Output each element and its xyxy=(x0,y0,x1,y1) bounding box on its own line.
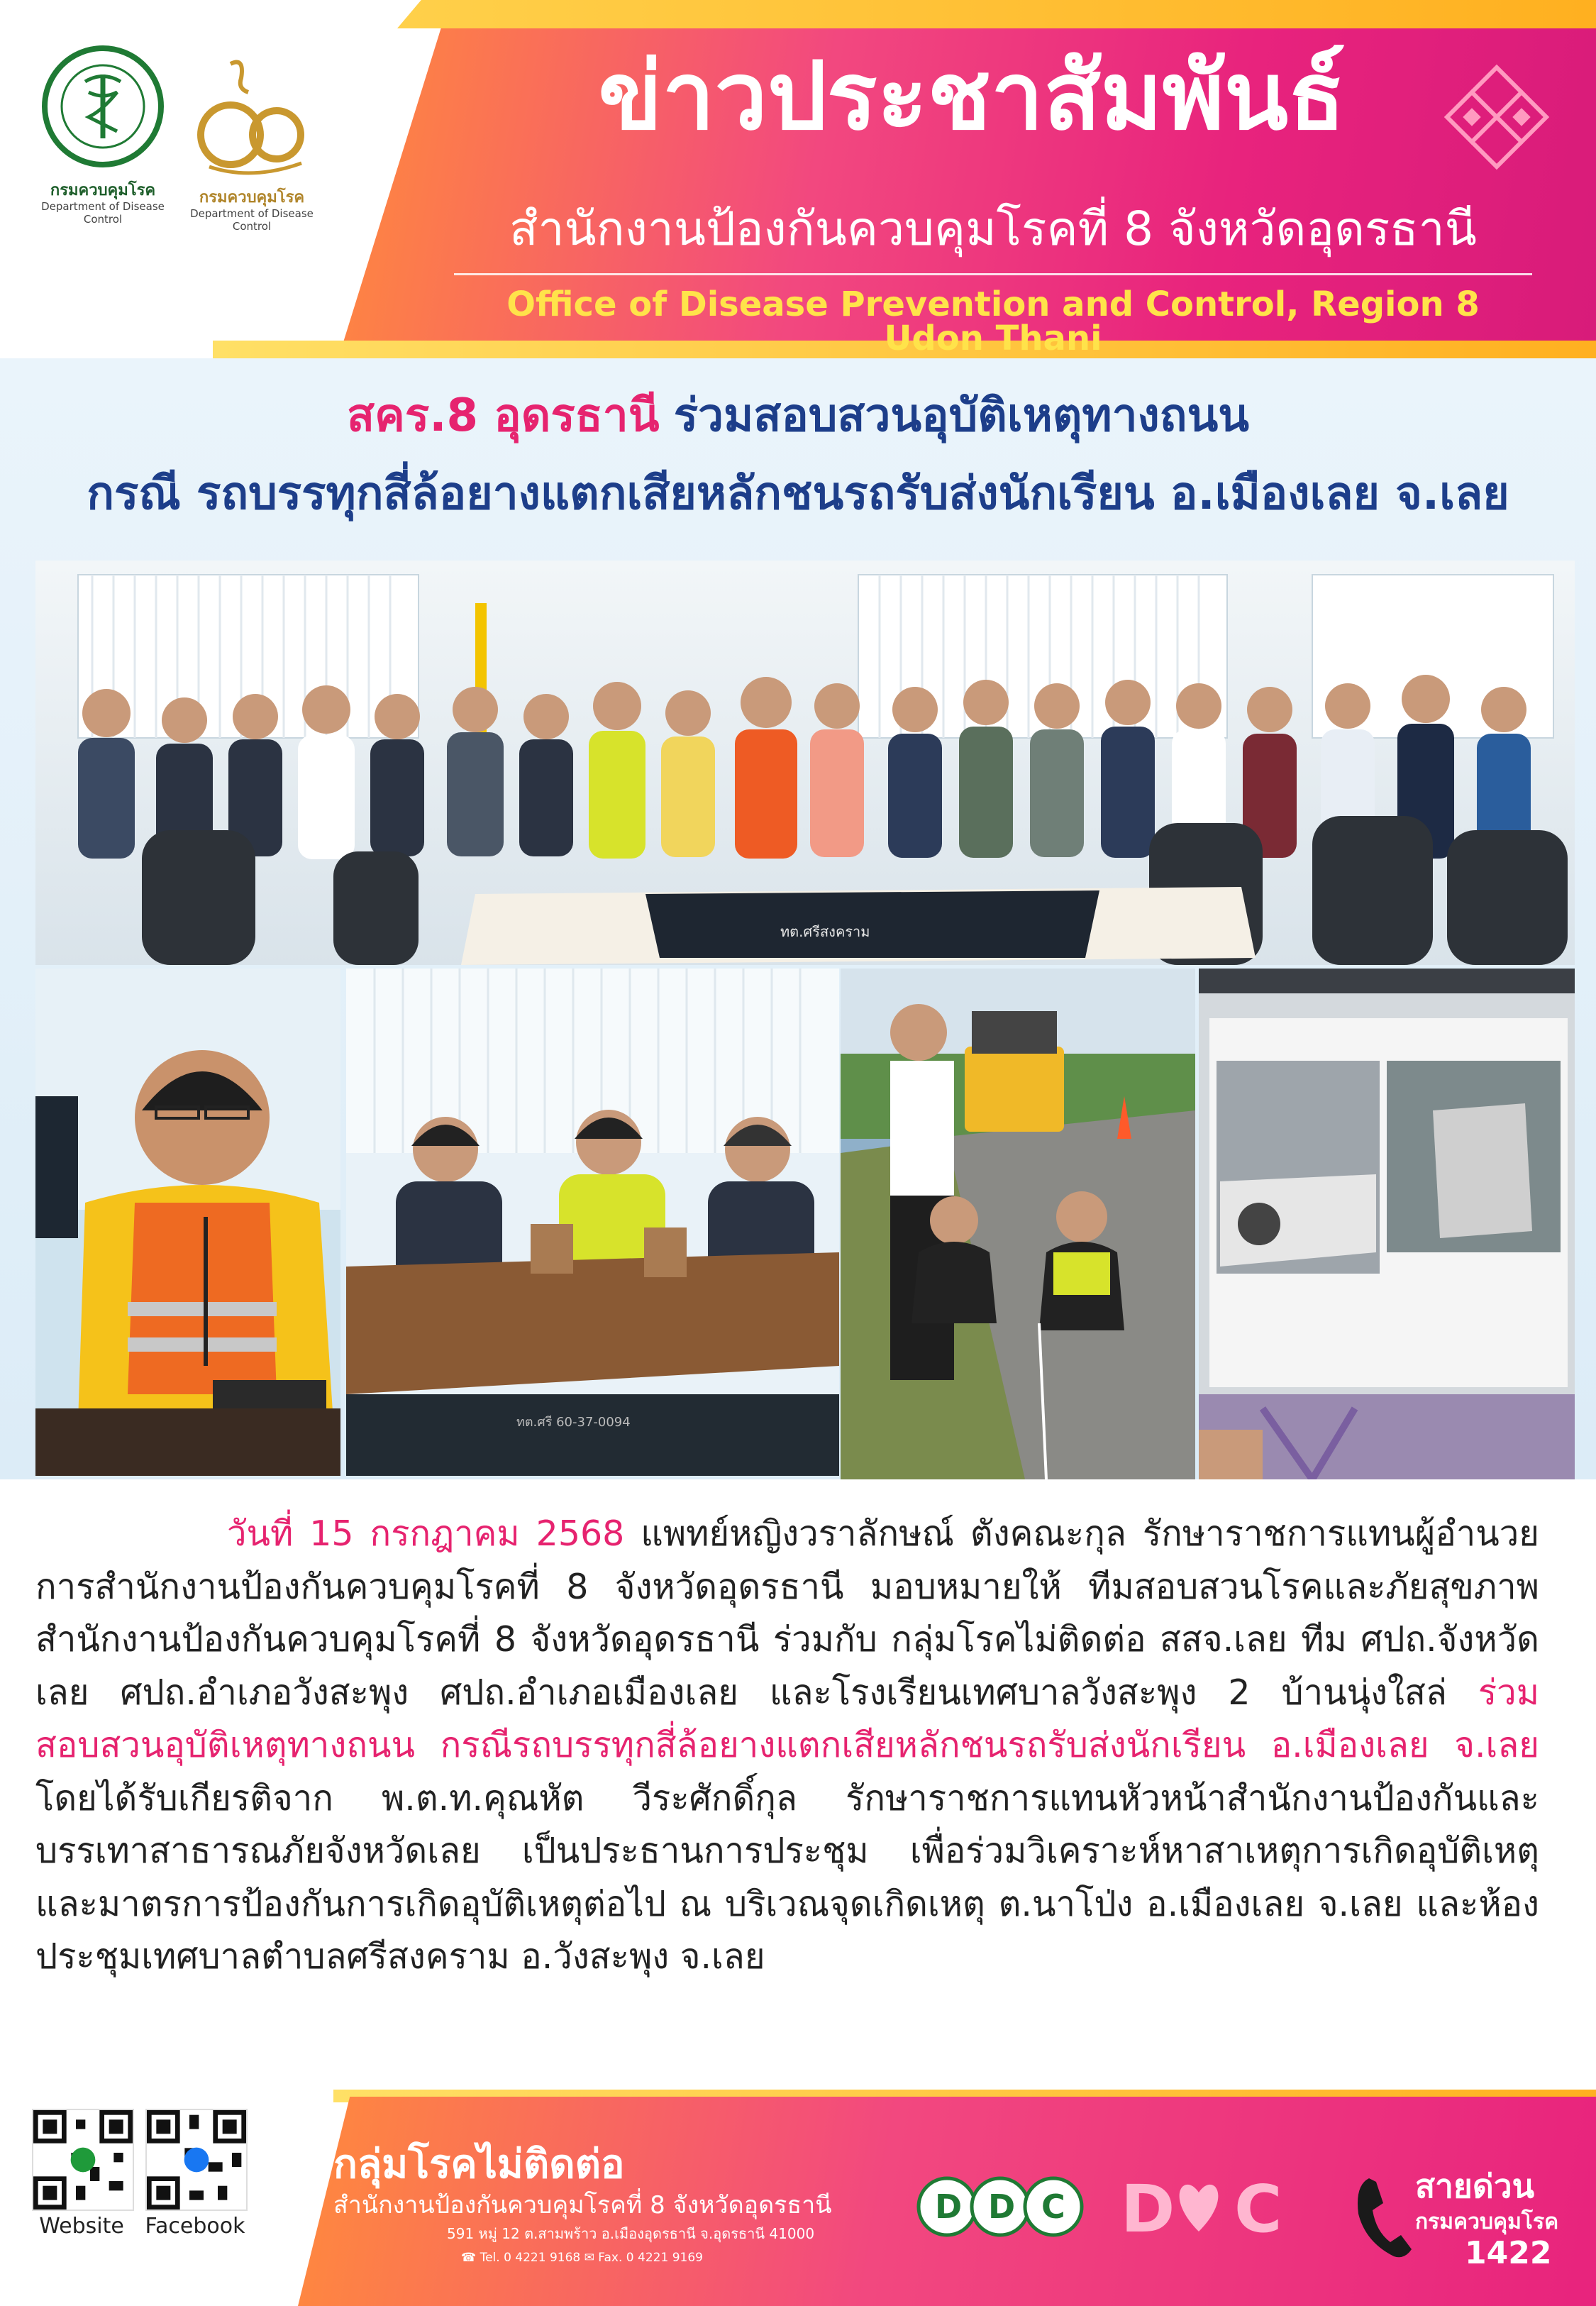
phone-handset-icon xyxy=(1351,2171,1415,2263)
logo1-caption: กรมควบคุมโรค xyxy=(50,182,156,199)
header-title: ข่าวประชาสัมพันธ์ xyxy=(598,42,1346,151)
footer-tel: Tel. 0 4221 9168 xyxy=(480,2251,581,2265)
svg-text:D: D xyxy=(988,2188,1016,2226)
fax-icon: ✉ xyxy=(584,2251,599,2265)
header-subtitle-en: Office of Disease Prevention and Control, Region 8 Udon Thani xyxy=(506,285,1480,358)
thai-pattern-decoration xyxy=(1419,64,1575,170)
hotline-label: สายด่วน xyxy=(1415,2167,1535,2205)
header-subtitle-th: สำนักงานป้องกันควบคุมโรคที่ 8 จังหวัดอุดรธานี xyxy=(509,202,1477,256)
headline-line2: กรณี รถบรรทุกสี่ล้อยางแตกเสียหลักชนรถรับส่งนักเรียน อ.เมืองเลย จ.เลย xyxy=(87,468,1509,520)
headline-org: สคร.8 อุดรธานี xyxy=(346,390,660,442)
news-date: วันที่ 15 กรกฎาคม 2568 xyxy=(227,1513,625,1554)
header-divider xyxy=(454,273,1532,275)
photo-accident-site xyxy=(841,969,1195,1479)
logo2-caption: กรมควบคุมโรค xyxy=(199,189,305,206)
news-highlight: ร่วมสอบสวนอุบัติเหตุทางถนน กรณีรถบรรทุกสี่ล้อยางแตกเสียหลักชนรถรับส่งนักเรียน อ.เมืองเลย จ.เลย xyxy=(35,1672,1539,1765)
ministry-logo xyxy=(35,43,170,226)
banner-top-strip xyxy=(397,0,1596,28)
footer-address: 591 หมู่ 12 ต.สามพร้าว อ.เมืองอุดรธานี จ.อุดรธานี 41000 xyxy=(447,2225,815,2242)
logo2-caption-en: Department of Disease Control xyxy=(190,207,314,233)
room-sign: ทต.ศรีสงคราม xyxy=(780,923,870,940)
doc-logo xyxy=(1121,2171,1312,2278)
anniversary-logo xyxy=(188,50,316,233)
news-body-part1: แพทย์หญิงวราลักษณ์ ตังคณะกุล รักษาราชการแทนผู้อำนวยการสำนักงานป้องกันควบคุมโรคที่ 8 จังหวัดอุดรธานี มอบหมายให้ ทีมสอบสวนโรคและภัยสุขภาพสำนักงานป้องกันควบคุมโรคที่ 8 จังหวัดอุดรธานี ร่วมกับ กลุ่มโรคไม่ติดต่อ สสจ.เลย ทีม ศปถ.จังหวัดเลย ศปถ.อำเภอวังสะพุง ศปถ.อำเภอเมืองเลย และโรงเรียนเทศบาลวังสะพุง 2 บ้านนุ่งใสล่ xyxy=(35,1513,1539,1713)
footer-contact xyxy=(461,2251,703,2265)
ddc-logo xyxy=(915,2171,1085,2278)
svg-text:ทต.ศรี 60-37-0094: ทต.ศรี 60-37-0094 xyxy=(516,1415,631,1430)
header xyxy=(0,0,1596,358)
photo-meeting-table xyxy=(346,969,839,1476)
phone-icon: ☎ xyxy=(461,2251,480,2265)
svg-text:D: D xyxy=(935,2188,963,2226)
facebook-label: Facebook xyxy=(145,2214,245,2239)
svg-text:C: C xyxy=(1234,2171,1282,2247)
footer-group-subtitle: สำนักงานป้องกันควบคุมโรคที่ 8 จังหวัดอุดรธานี xyxy=(333,2191,832,2219)
logo1-caption-en: Department of Disease Control xyxy=(41,200,165,226)
photo-presentation-screen xyxy=(1199,969,1575,1479)
website-label: Website xyxy=(39,2214,124,2239)
footer-fax: Fax. 0 4221 9169 xyxy=(598,2251,703,2265)
group-photo xyxy=(35,561,1575,965)
facebook-qr-code[interactable] xyxy=(145,2109,248,2211)
news-body-part2: โดยได้รับเกียรติจาก พ.ต.ท.คุณหัต วีระศักดิ์กุล รักษาราชการแทนหัวหน้าสำนักงานป้องกันและบรรเทาสาธารณภัยจังหวัดเลย เป็นประธานการประชุม เพื่อร่วมวิเคราะห์หาสาเหตุการเกิดอุบัติเหตุ และมาตรการป้องกันการเกิดอุบัติเหตุต่อไป ณ บริเวณจุดเกิดเหตุ ต.นาโป่ง อ.เมืองเลย จ.เลย และห้องประชุมเทศบาลตำบลศรีสงคราม อ.วังสะพุง จ.เลย xyxy=(35,1777,1539,1977)
hotline-dept: กรมควบคุมโรค xyxy=(1415,2210,1559,2234)
headline-topic: ร่วมสอบสวนอุบัติเหตุทางถนน xyxy=(673,390,1250,442)
website-qr-code[interactable] xyxy=(32,2109,134,2211)
headline-line1 xyxy=(0,389,1596,443)
footer-group-title: กลุ่มโรคไม่ติดต่อ xyxy=(333,2141,625,2188)
news-body xyxy=(35,1508,1539,1984)
hotline-number: 1422 xyxy=(1465,2235,1552,2271)
photo-speaker xyxy=(35,969,340,1476)
svg-text:D: D xyxy=(1121,2171,1175,2247)
svg-text:C: C xyxy=(1041,2188,1065,2226)
